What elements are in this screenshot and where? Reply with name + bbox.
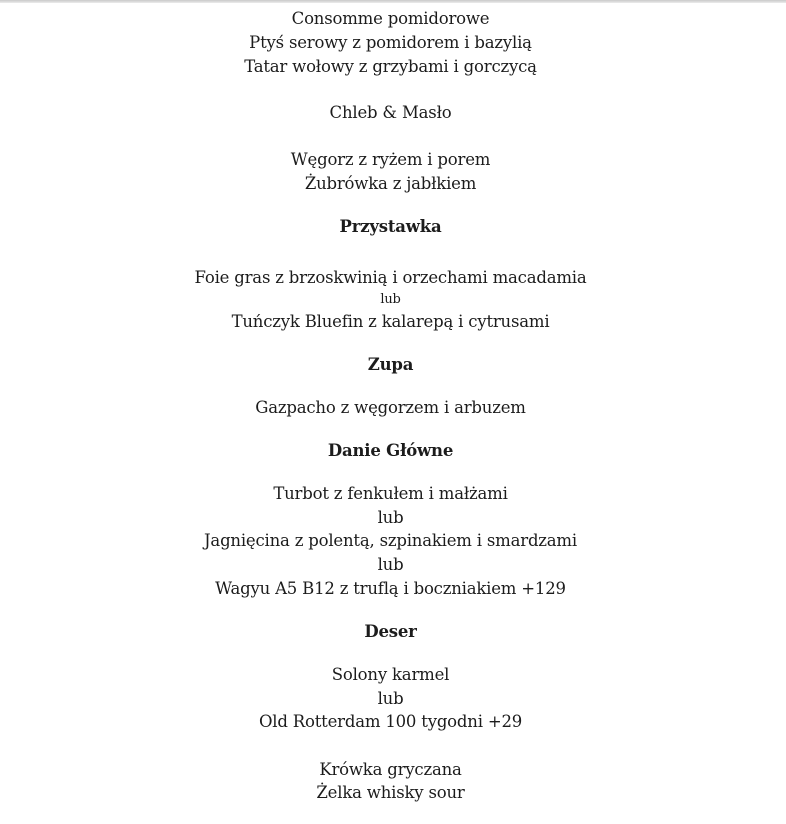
- eel-course-item: Węgorz z ryżem i porem: [290, 150, 491, 169]
- eel-course-item: Żubrówka z jabłkiem: [304, 174, 477, 193]
- main-course-option: Jagnięcina z polentą, szpinakiem i smardzami: [204, 531, 577, 550]
- dessert-or: lub: [377, 689, 404, 708]
- starter-or: lub: [380, 292, 401, 307]
- main-course-or: lub: [377, 555, 404, 574]
- dessert-heading: Deser: [364, 622, 417, 641]
- starter-option: Foie gras z brzoskwinią i orzechami macadamia: [194, 268, 587, 287]
- amuse-item: Ptyś serowy z pomidorem i bazylią: [249, 33, 532, 52]
- dessert-option: Old Rotterdam 100 tygodni +29: [258, 712, 523, 731]
- amuse-item: Tatar wołowy z grzybami i gorczycą: [244, 57, 537, 76]
- main-course-option: Wagyu A5 B12 z truflą i boczniakiem +129: [215, 579, 566, 598]
- starter-heading: Przystawka: [339, 217, 442, 236]
- main-course-or: lub: [377, 508, 404, 527]
- bread-item: Chleb & Masło: [329, 103, 452, 122]
- amuse-item: Consomme pomidorowe: [291, 9, 490, 28]
- petit-four-item: Krówka gryczana: [319, 760, 462, 779]
- main-course-option: Turbot z fenkułem i małżami: [273, 484, 508, 503]
- dessert-option: Solony karmel: [331, 665, 450, 684]
- starter-option: Tuńczyk Bluefin z kalarepą i cytrusami: [231, 312, 550, 331]
- petit-four-item: Żelka whisky sour: [316, 783, 465, 802]
- main-course-heading: Danie Główne: [327, 441, 454, 460]
- soup-item: Gazpacho z węgorzem i arbuzem: [255, 398, 526, 417]
- soup-heading: Zupa: [367, 355, 414, 374]
